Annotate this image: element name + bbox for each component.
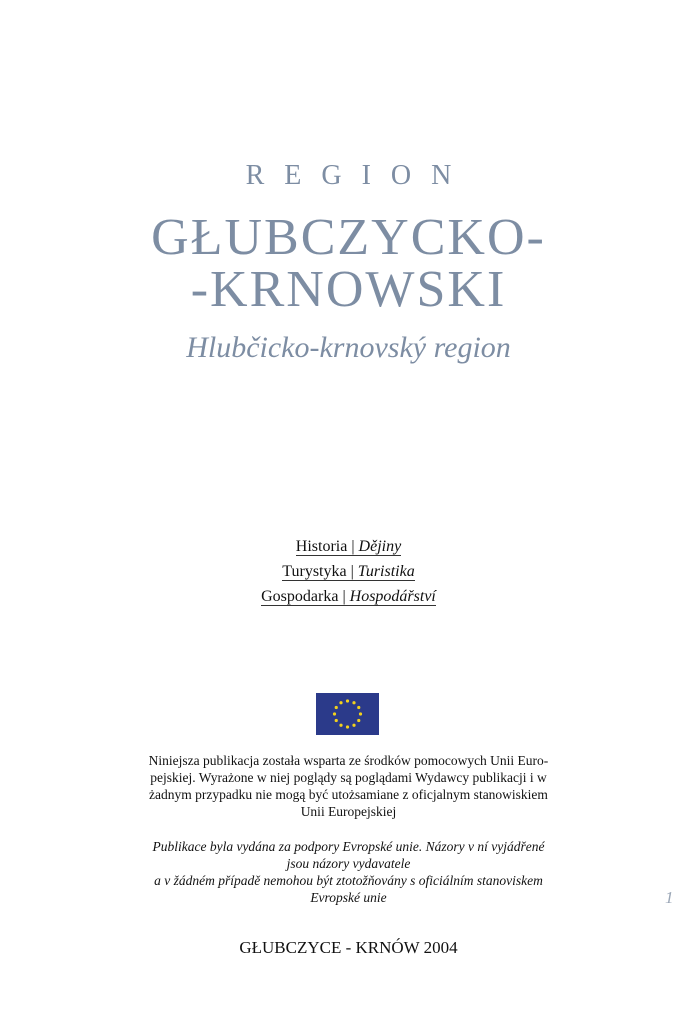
topic-row-economy: [0, 584, 697, 609]
eu-stars-ring: [316, 693, 379, 735]
eu-star-icon: [339, 701, 342, 704]
topic-history-pl: Historia: [295, 538, 348, 555]
eu-star-icon: [339, 724, 342, 727]
page-number: 1: [665, 888, 674, 907]
eu-star-icon: [335, 719, 338, 722]
topic-row-history: [0, 534, 697, 559]
eu-funding-note-polish: [138, 752, 559, 820]
topic-economy-pl: Gospodarka: [261, 588, 339, 605]
note-pl-line: pejskiej. Wyrażone w niej poglądy są poglądami Wydawcy publikacji i w: [150, 770, 547, 785]
note-cz-line: Publikace byla vydána za podpory Evropské unie. Názory v ní vyjádřené: [152, 839, 545, 854]
topic-history-cz: Dějiny: [358, 538, 402, 555]
topic-economy: [261, 588, 436, 606]
note-pl-line: Niniejsza publikacja została wsparta ze środków pomocowych Unii Euro-: [148, 753, 549, 768]
note-pl-line: Unii Europejskiej: [300, 804, 397, 819]
topic-separator: |: [347, 538, 359, 555]
publication-imprint: GŁUBCZYCE - KRNÓW 2004: [239, 938, 458, 957]
topic-separator: |: [338, 588, 350, 605]
title-line-1: GŁUBCZYCKO-: [151, 209, 546, 266]
topic-tourism-cz: Turistika: [357, 563, 415, 580]
eu-star-icon: [346, 725, 349, 728]
topics-list: [0, 534, 697, 609]
eu-star-icon: [357, 719, 360, 722]
note-cz-line: Evropské unie: [310, 890, 387, 905]
eu-star-icon: [335, 706, 338, 709]
note-pl-line: żadnym przypadku nie mogą być utożsamiane z oficjalnym stanowiskiem: [149, 787, 548, 802]
topic-tourism-pl: Turystyka: [282, 563, 347, 580]
title-line-2: -KRNOWSKI: [190, 261, 507, 318]
eu-star-icon: [352, 724, 355, 727]
topic-economy-cz: Hospodářství: [349, 588, 436, 605]
topic-history: [296, 538, 401, 556]
region-heading: REGION: [245, 160, 472, 191]
note-cz-line: jsou názory vydavatele: [286, 856, 411, 871]
note-cz-line: a v žádném případě nemohou být ztotožňovány s oficiálním stanoviskem: [154, 873, 543, 888]
eu-funding-note-czech: [138, 838, 559, 906]
topic-row-tourism: [0, 559, 697, 584]
subtitle-czech: Hlubčicko-krnovský region: [186, 331, 511, 364]
eu-star-icon: [333, 712, 336, 715]
eu-flag-icon: [316, 693, 379, 735]
eu-star-icon: [359, 712, 362, 715]
eu-star-icon: [346, 699, 349, 702]
eu-star-icon: [352, 701, 355, 704]
eu-star-icon: [357, 706, 360, 709]
topic-tourism: [282, 563, 414, 581]
topic-separator: |: [346, 563, 358, 580]
